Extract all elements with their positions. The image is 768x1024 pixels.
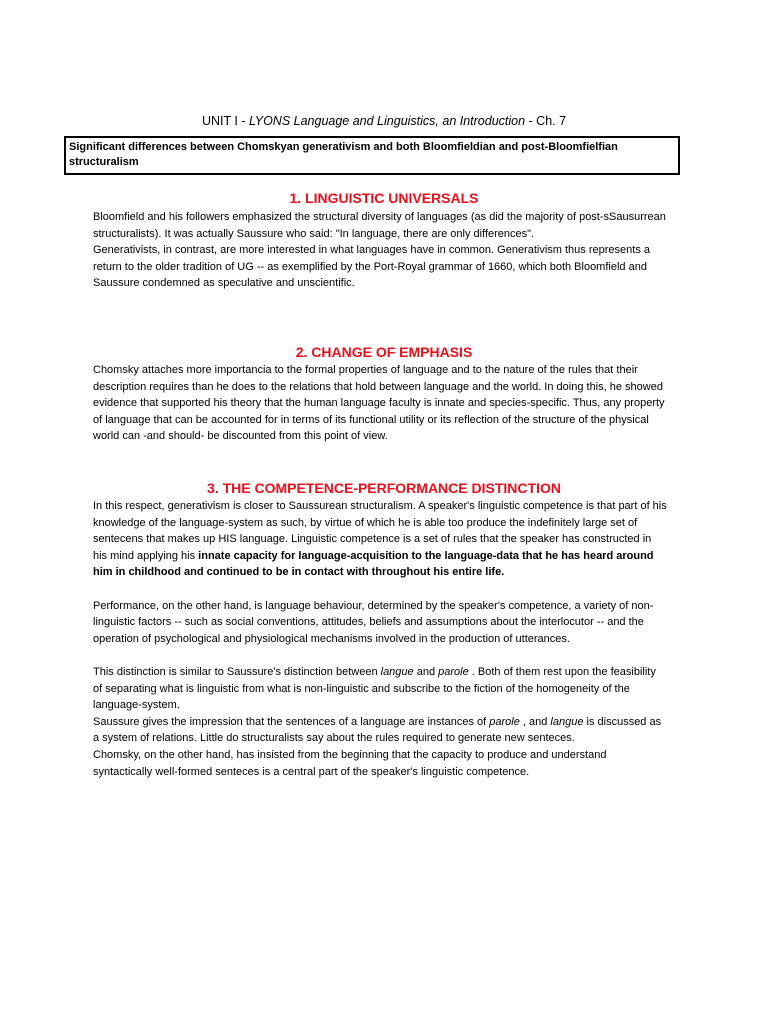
unit-label: UNIT I - [201,114,249,128]
paragraph [93,714,668,747]
paragraph: Generativists, in contrast, are more interested in what languages have in common. Generativism thus represents a return to the older tradition of UG -- as exemplified by the Port-Royal grammar of 1660, which both Bloomfield and Saussure condemned as speculative and unscientific. [93,244,650,290]
paragraph-text: This distinction is similar to Saussure's distinction between [93,665,381,678]
summary-box: Significant differences between Chomskyan generativism and both Bloomfieldian and post-Bloomfielfian structuralism [64,136,680,175]
paragraph: Chomsky, on the other hand, has insisted from the beginning that the capacity to produce and understand syntactically well-formed senteces is a central part of the speaker's linguistic competence. [93,748,607,778]
document-header [0,113,768,129]
section-body-linguistic-universals [93,209,668,292]
paragraph-text: and [413,665,439,678]
section-body-competence-performance [93,498,668,780]
emphasized-text: innate capacity for language-acquisition to the language-data that he has heard around him in childhood and continued to be in contact with throughout his entire life. [93,549,654,579]
book-title: LYONS Language and Linguistics, an Introduction [248,114,526,128]
paragraph-text: is discussed as a system of relations. Little do structuralists say about the rules required to generate new senteces. [93,715,662,745]
paragraph [93,664,668,714]
section-heading-change-of-emphasis: 2. CHANGE OF EMPHASIS [295,344,473,360]
paragraph-text: In this respect, generativism is closer to Saussurean structuralism. A speaker's linguistic competence is that part of his knowledge of the language-system as such, by virtue of which he is able too produce the indefinitely large set of sentecens that makes up HIS language. Linguistic competence is a set of rules that the speaker has constructed in his mind applying his [93,500,667,562]
term-parole: parole [489,715,520,728]
section-body-change-of-emphasis [93,362,668,445]
paragraph [93,498,668,581]
chapter-label: - Ch. 7 [525,114,567,128]
term-langue: langue [380,665,414,678]
paragraph-text: Saussure gives the impression that the sentences of a language are instances of [93,715,490,728]
section-heading-linguistic-universals: 1. LINGUISTIC UNIVERSALS [289,190,479,206]
paragraph: Bloomfield and his followers emphasized the structural diversity of languages (as did the majority of post-sSausurrean structuralists). It was actually Saussure who said: "In language, there are only differences". [93,211,666,240]
paragraph-text: , and [519,715,551,728]
term-parole: parole [438,665,469,678]
paragraph-text: . Both of them rest upon the feasibility of separating what is linguistic from what is non-linguistic and subscribe to the fiction of the homogeneity of the language-system. [93,665,656,712]
section-heading-competence-performance: 3. THE COMPETENCE-PERFORMANCE DISTINCTION [207,480,561,496]
term-langue: langue [550,715,584,728]
paragraph: Performance, on the other hand, is language behaviour, determined by the speaker's competence, a variety of non-linguistic factors -- such as social conventions, attitudes, beliefs and assumptions about the interlocutor -- and the operation of psychological and physiological mechanisms involved in the production of utterances. [93,599,654,645]
paragraph: Chomsky attaches more importancia to the formal properties of language and to the nature of the rules that their description requires than he does to the relations that hold between language and the world. In doing this, he showed evidence that supported his theory that the human language faculty is innate and species-specific. Thus, any property of language that can be accounted for in terms of its functional utility or its reflection of the structure of the physical world can -and should- be discounted from this point of view. [93,364,665,443]
